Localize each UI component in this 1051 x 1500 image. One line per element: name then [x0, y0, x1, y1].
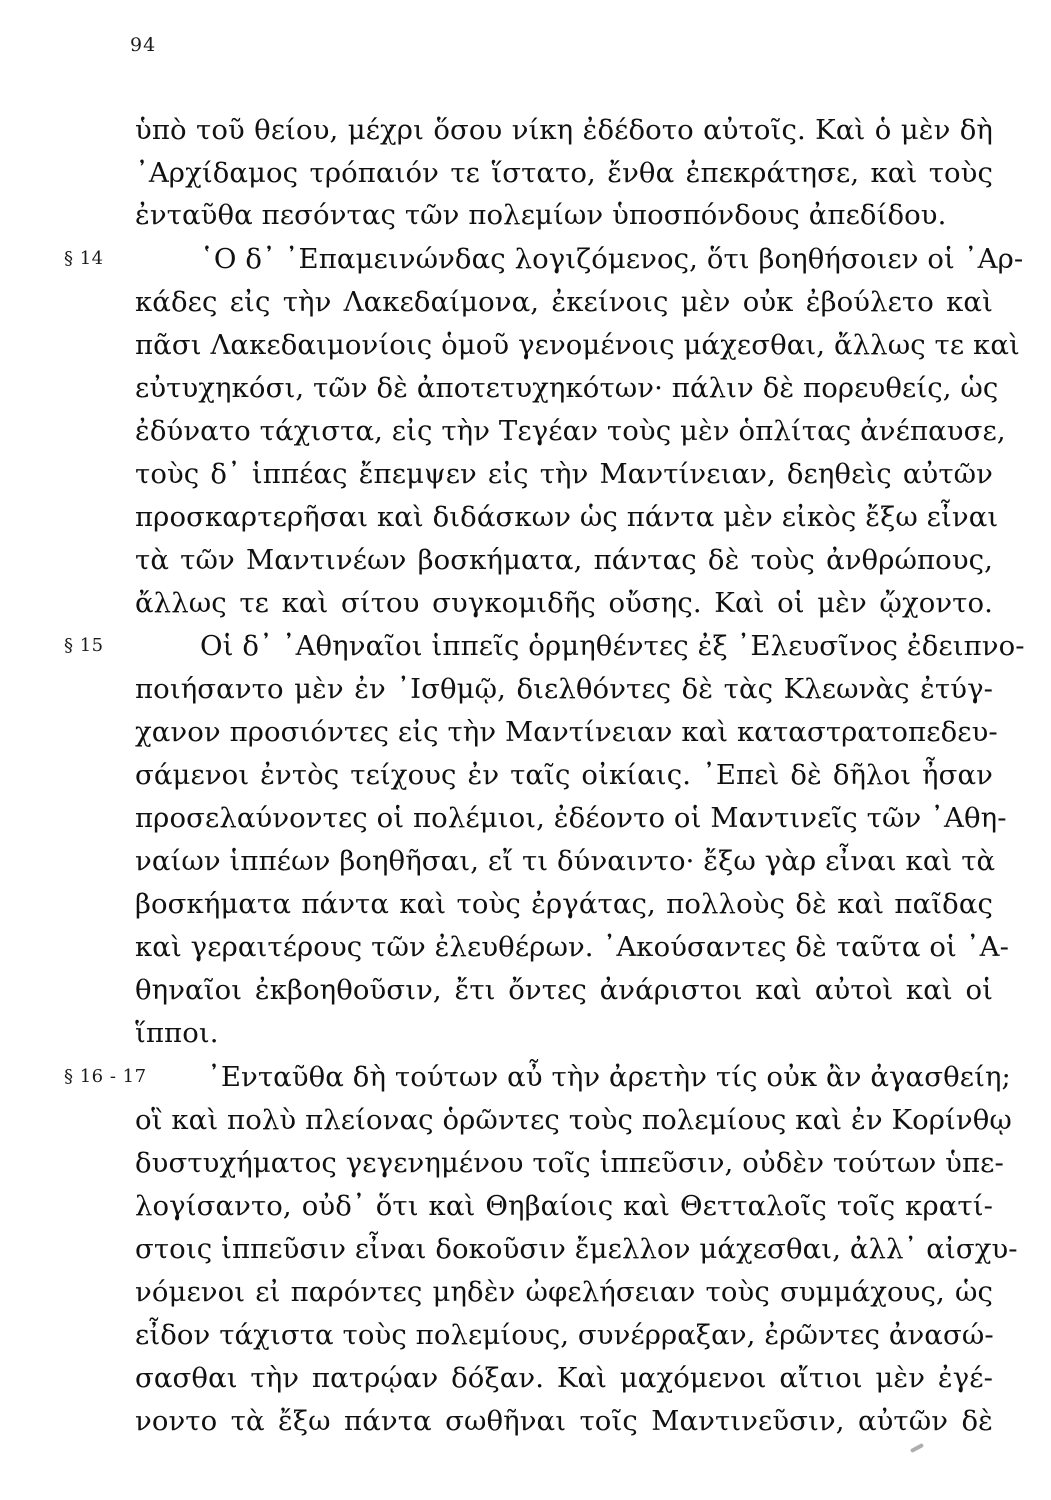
section-marker-16-17: § 16 - 17 — [64, 1066, 147, 1087]
section-marker-15: § 15 — [64, 635, 104, 656]
text-line: Οἱ δ᾿ ᾿Αθηναῖοι ἱππεῖς ὁρμηθέντες ἐξ ᾿Ελευσῖνος ἐδειπνο- — [200, 630, 1025, 662]
text-line: σασθαι τὴν πατρῴαν δόξαν. Καὶ μαχόμενοι αἴτιοι μὲν ἐγέ- — [135, 1362, 993, 1394]
text-line: στοις ἱππεῦσιν εἶναι δοκοῦσιν ἔμελλον μάχεσθαι, ἀλλ᾿ αἰσχυ- — [135, 1233, 1018, 1265]
page-number: 94 — [130, 34, 157, 56]
text-line: ποιήσαντο μὲν ἐν ᾿Ισθμῷ, διελθόντες δὲ τὰς Κλεωνὰς ἐτύγ- — [135, 673, 993, 705]
text-line: ᾿Αρχίδαμος τρόπαιόν τε ἵστατο, ἔνθα ἐπεκράτησε, καὶ τοὺς — [135, 157, 993, 189]
text-line: κάδες εἰς τὴν Λακεδαίμονα, ἐκείνοις μὲν οὐκ ἐβούλετο καὶ — [135, 286, 993, 318]
text-line: νοντο τὰ ἔξω πάντα σωθῆναι τοῖς Μαντινεῦσιν, αὐτῶν δὲ — [135, 1405, 993, 1437]
text-line: εἶδον τάχιστα τοὺς πολεμίους, συνέρραξαν, ἐρῶντες ἀνασώ- — [135, 1319, 994, 1351]
text-line: ἐδύνατο τάχιστα, εἰς τὴν Τεγέαν τοὺς μὲν ὁπλίτας ἀνέπαυσε, — [135, 415, 1006, 447]
text-line: τοὺς δ᾿ ἱππέας ἔπεμψεν εἰς τὴν Μαντίνειαν, δεηθεὶς αὐτῶν — [135, 458, 993, 490]
text-line: ναίων ἱππέων βοηθῆσαι, εἴ τι δύναιντο· ἔξω γὰρ εἶναι καὶ τὰ — [135, 845, 996, 877]
text-line: βοσκήματα πάντα καὶ τοὺς ἐργάτας, πολλοὺς δὲ καὶ παῖδας — [135, 888, 993, 920]
text-line: προσελαύνοντες οἱ πολέμιοι, ἐδέοντο οἱ Μαντινεῖς τῶν ᾿Αθη- — [135, 802, 1007, 834]
text-line: προσκαρτερῆσαι καὶ διδάσκων ὡς πάντα μὲν εἰκὸς ἔξω εἶναι — [135, 501, 999, 533]
text-line: πᾶσι Λακεδαιμονίοις ὁμοῦ γενομένοις μάχεσθαι, ἄλλως τε καὶ — [135, 329, 1020, 361]
text-line: λογίσαντο, οὐδ᾿ ὅτι καὶ Θηβαίοις καὶ Θετταλοῖς τοῖς κρατί- — [135, 1190, 993, 1222]
text-line: καὶ γεραιτέρους τῶν ἐλευθέρων. ᾿Ακούσαντες δὲ ταῦτα οἱ ᾿Α- — [135, 931, 1009, 963]
section-marker-14: § 14 — [64, 248, 104, 269]
text-line: θηναῖοι ἐκβοηθοῦσιν, ἔτι ὄντες ἀνάριστοι καὶ αὐτοὶ καὶ οἱ — [135, 974, 993, 1006]
scan-speck — [910, 1443, 924, 1453]
text-line: ἵπποι. — [135, 1017, 219, 1049]
text-line: τὰ τῶν Μαντινέων βοσκήματα, πάντας δὲ τοὺς ἀνθρώπους, — [135, 544, 993, 576]
text-line: σάμενοι ἐντὸς τείχους ἐν ταῖς οἰκίαις. ᾿Επεὶ δὲ δῆλοι ἦσαν — [135, 759, 993, 791]
text-line: χανον προσιόντες εἰς τὴν Μαντίνειαν καὶ καταστρατοπεδευ- — [135, 716, 998, 748]
text-line: δυστυχήματος γεγενημένου τοῖς ἱππεῦσιν, οὐδὲν τούτων ὑπε- — [135, 1147, 1004, 1179]
text-line: ᾿Ενταῦθα δὴ τούτων αὖ τὴν ἀρετὴν τίς οὐκ ἂν ἀγασθείη; — [207, 1061, 1011, 1093]
text-line: οἳ καὶ πολὺ πλείονας ὁρῶντες τοὺς πολεμίους καὶ ἐν Κορίνθῳ — [135, 1104, 1012, 1136]
text-line: ῾Ο δ᾿ ᾿Επαμεινώνδας λογιζόμενος, ὅτι βοηθήσοιεν οἱ ᾿Αρ- — [200, 243, 1024, 275]
text-line: ἄλλως τε καὶ σίτου συγκομιδῆς οὔσης. Καὶ οἱ μὲν ᾤχοντο. — [135, 587, 993, 619]
text-line: εὐτυχηκόσι, τῶν δὲ ἀποτετυχηκότων· πάλιν δὲ πορευθείς, ὡς — [135, 372, 999, 404]
text-line: ἐνταῦθα πεσόντας τῶν πολεμίων ὑποσπόνδους ἀπεδίδου. — [135, 199, 947, 231]
text-line: νόμενοι εἰ παρόντες μηδὲν ὠφελήσειαν τοὺς συμμάχους, ὡς — [135, 1276, 993, 1308]
text-line: ὑπὸ τοῦ θείου, μέχρι ὅσου νίκη ἐδέδοτο αὐτοῖς. Καὶ ὁ μὲν δὴ — [135, 114, 993, 146]
